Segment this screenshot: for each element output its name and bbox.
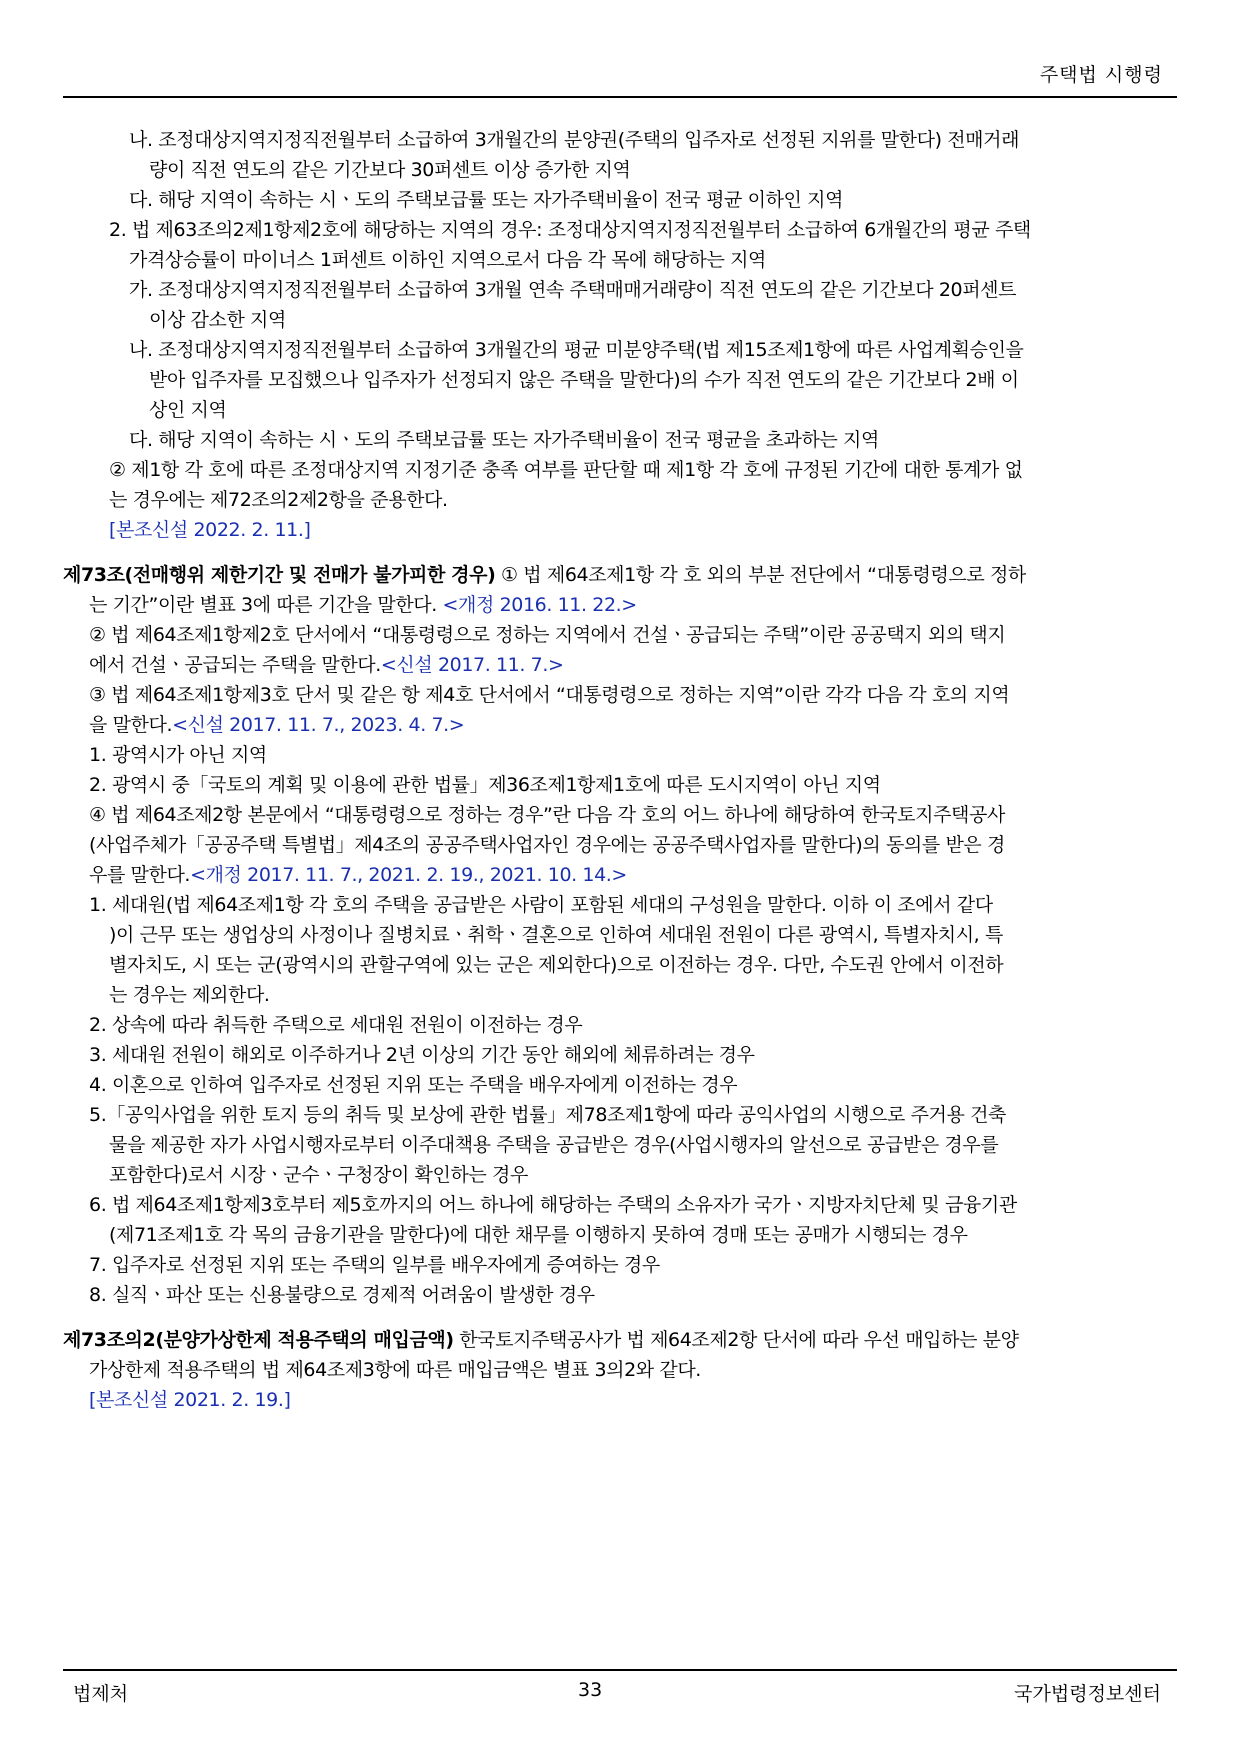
text-line: 별자치도, 시 또는 군(광역시의 관할구역에 있는 군은 제외한다)으로 이전하는 경우. 다만, 수도권 안에서 이전하 (109, 954, 1004, 976)
amendment-note: <신설 2017. 11. 7., 2023. 4. 7.> (172, 714, 465, 736)
text-span: 을 말한다. (89, 714, 173, 736)
text-line: 6. 법 제64조제1항제3호부터 제5호까지의 어느 하나에 해당하는 주택의 소유자가 국가ㆍ지방자치단체 및 금융기관 (89, 1194, 1017, 1216)
text-line-with-note (89, 589, 637, 622)
amendment-note: [본조신설 2022. 2. 11.] (109, 519, 311, 541)
text-line-with-note (89, 709, 464, 742)
text-line: 4. 이혼으로 인하여 입주자로 선정된 지위 또는 주택을 배우자에게 이전하는 경우 (89, 1074, 738, 1096)
text-span: 는 기간”이란 별표 3에 따른 기간을 말한다. (89, 594, 443, 616)
text-line: 2. 광역시 중「국토의 계획 및 이용에 관한 법률」제36조제1항제1호에 따른 도시지역이 아닌 지역 (89, 774, 881, 796)
text-line: (제71조제1호 각 목의 금융기관을 말한다)에 대한 채무를 이행하지 못하여 경매 또는 공매가 시행되는 경우 (109, 1224, 968, 1246)
text-line: 량이 직전 연도의 같은 기간보다 30퍼센트 이상 증가한 지역 (149, 159, 631, 181)
text-span: 에서 건설ㆍ공급되는 주택을 말한다. (89, 654, 381, 676)
text-line: 다. 해당 지역이 속하는 시ㆍ도의 주택보급률 또는 자가주택비율이 전국 평균 이하인 지역 (129, 189, 844, 211)
article-73-2-title: 제73조의2(분양가상한제 적용주택의 매입금액) (63, 1329, 454, 1351)
amendment-note: <개정 2016. 11. 22.> (442, 594, 637, 616)
text-line: 포함한다)로서 시장ㆍ군수ㆍ구청장이 확인하는 경우 (109, 1164, 528, 1186)
text-line: ② 제1항 각 호에 따른 조정대상지역 지정기준 충족 여부를 판단할 때 제1항 각 호에 규정된 기간에 대한 통계가 없 (109, 459, 1023, 481)
article-73-title: 제73조(전매행위 제한기간 및 전매가 불가피한 경우) (63, 564, 496, 586)
text-line: ② 법 제64조제1항제2호 단서에서 “대통령령으로 정하는 지역에서 건설ㆍ공급되는 주택”이란 공공택지 외의 택지 (89, 624, 1006, 646)
text-line: 물을 제공한 자가 사업시행자로부터 이주대책용 주택을 공급받은 경우(사업시행자의 알선으로 공급받은 경우를 (109, 1134, 999, 1156)
text-line: 나. 조정대상지역지정직전월부터 소급하여 3개월간의 평균 미분양주택(법 제15조제1항에 따른 사업계획승인을 (129, 339, 1024, 361)
text-line: 8. 실직ㆍ파산 또는 신용불량으로 경제적 어려움이 발생한 경우 (89, 1284, 595, 1306)
text-span: 한국토지주택공사가 법 제64조제2항 단서에 따라 우선 매입하는 분양 (453, 1329, 1019, 1351)
footer-right: 국가법령정보센터 (1014, 1683, 1161, 1705)
page-number: 33 (578, 1679, 603, 1701)
text-line-with-note (89, 649, 563, 682)
amendment-note: <신설 2017. 11. 7.> (380, 654, 564, 676)
text-line: 2. 법 제63조의2제1항제2호에 해당하는 지역의 경우: 조정대상지역지정직전월부터 소급하여 6개월간의 평균 주택 (109, 219, 1031, 241)
text-span: 우를 말한다. (89, 864, 191, 886)
text-line: ③ 법 제64조제1항제3호 단서 및 같은 항 제4호 단서에서 “대통령령으로 정하는 지역”이란 각각 다음 각 호의 지역 (89, 684, 1010, 706)
text-line: 상인 지역 (149, 399, 227, 421)
text-line: 가. 조정대상지역지정직전월부터 소급하여 3개월 연속 주택매매거래량이 직전 연도의 같은 기간보다 20퍼센트 (129, 279, 1017, 301)
article-73-2-line (63, 1324, 1019, 1357)
text-line: )이 근무 또는 생업상의 사정이나 질병치료ㆍ취학ㆍ결혼으로 인하여 세대원 전원이 다른 광역시, 특별자치시, 특 (109, 924, 1003, 946)
page-header (63, 60, 1177, 98)
text-line: 는 경우는 제외한다. (109, 984, 270, 1006)
amendment-note: <개정 2017. 11. 7., 2021. 2. 19., 2021. 10. 14.> (190, 864, 627, 886)
text-line: 다. 해당 지역이 속하는 시ㆍ도의 주택보급률 또는 자가주택비율이 전국 평균을 초과하는 지역 (129, 429, 879, 451)
text-line: 7. 입주자로 선정된 지위 또는 주택의 일부를 배우자에게 증여하는 경우 (89, 1254, 660, 1276)
text-line: 는 경우에는 제72조의2제2항을 준용한다. (109, 489, 448, 511)
text-line: 나. 조정대상지역지정직전월부터 소급하여 3개월간의 분양권(주택의 입주자로 선정된 지위를 말한다) 전매거래 (129, 129, 1020, 151)
text-line: 1. 광역시가 아닌 지역 (89, 744, 267, 766)
text-line: 가격상승률이 마이너스 1퍼센트 이하인 지역으로서 다음 각 목에 해당하는 지역 (129, 249, 766, 271)
amendment-note: [본조신설 2021. 2. 19.] (89, 1389, 291, 1411)
text-line: 이상 감소한 지역 (149, 309, 286, 331)
text-line: 5.「공익사업을 위한 토지 등의 취득 및 보상에 관한 법률」제78조제1항에 따라 공익사업의 시행으로 주거용 건축 (89, 1104, 1006, 1126)
text-line: 1. 세대원(법 제64조제1항 각 호의 주택을 공급받은 사람이 포함된 세대의 구성원을 말한다. 이하 이 조에서 같다 (89, 894, 993, 916)
text-line: ④ 법 제64조제2항 본문에서 “대통령령으로 정하는 경우”란 다음 각 호의 어느 하나에 해당하여 한국토지주택공사 (89, 804, 1005, 826)
text-line: 가상한제 적용주택의 법 제64조제3항에 따른 매입금액은 별표 3의2와 같다. (89, 1359, 701, 1381)
page-footer (63, 1669, 1177, 1705)
text-line: 받아 입주자를 모집했으나 입주자가 선정되지 않은 주택을 말한다)의 수가 직전 연도의 같은 기간보다 2배 이 (149, 369, 1019, 391)
text-line: 2. 상속에 따라 취득한 주택으로 세대원 전원이 이전하는 경우 (89, 1014, 583, 1036)
footer-left: 법제처 (73, 1683, 129, 1705)
header-title: 주택법 시행령 (1039, 64, 1163, 86)
text-span: ① 법 제64조제1항 각 호 외의 부분 전단에서 “대통령령으로 정하 (495, 564, 1026, 586)
text-line: 3. 세대원 전원이 해외로 이주하거나 2년 이상의 기간 동안 해외에 체류하려는 경우 (89, 1044, 755, 1066)
text-line-with-note (89, 859, 627, 892)
article-73-line (63, 559, 1026, 592)
text-line: (사업주체가「공공주택 특별법」제4조의 공공주택사업자인 경우에는 공공주택사업자를 말한다)의 동의를 받은 경 (89, 834, 1005, 856)
